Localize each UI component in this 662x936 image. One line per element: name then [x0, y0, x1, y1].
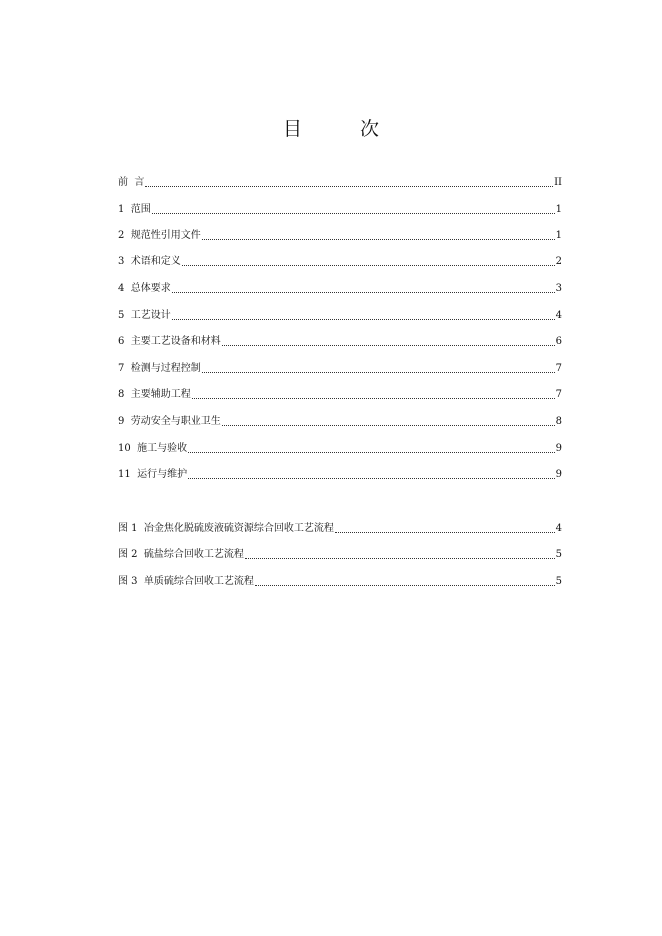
toc-entry-page: 9	[555, 469, 562, 480]
toc-leader	[255, 585, 555, 586]
toc-entry-number: 10	[118, 443, 131, 454]
toc-entry-number: 6	[118, 336, 125, 347]
toc-leader	[172, 292, 555, 293]
figure-entry-page: 5	[555, 549, 562, 560]
figure-entry-page: 4	[555, 523, 562, 534]
toc-entry[interactable]	[118, 465, 562, 481]
toc-entry-title: 运行与维护	[137, 469, 188, 480]
toc-entry-page: 3	[555, 283, 562, 294]
toc-entry[interactable]	[118, 252, 562, 268]
toc-entry-number: 8	[118, 389, 125, 400]
toc-entry-page: II	[554, 177, 562, 188]
toc-entry-title: 主要辅助工程	[130, 389, 191, 400]
toc-entry[interactable]	[118, 359, 562, 375]
figure-entry-title: 冶金焦化脱硫废液硫资源综合回收工艺流程	[143, 523, 334, 534]
toc-entry-page: 7	[555, 389, 562, 400]
figure-entry-number: 图 1	[118, 523, 138, 534]
toc-entry[interactable]	[118, 385, 562, 401]
page-title: 目 次	[282, 118, 406, 140]
toc-entry[interactable]	[118, 173, 562, 189]
toc-entry-title: 总体要求	[130, 283, 171, 294]
toc-entry-page: 1	[555, 230, 562, 241]
toc-entry[interactable]	[118, 439, 562, 455]
toc-entry-number: 2	[118, 230, 125, 241]
toc-entry[interactable]	[118, 200, 562, 216]
toc-leader	[202, 239, 555, 240]
toc-entry-number: 5	[118, 310, 125, 321]
toc-entry[interactable]	[118, 306, 562, 322]
toc-entry[interactable]	[118, 412, 562, 428]
toc-entry-title: 施工与验收	[137, 443, 188, 454]
figure-entry-title: 硫盐综合回收工艺流程	[143, 549, 244, 560]
toc-entry-page: 8	[555, 416, 562, 427]
toc-leader	[222, 345, 555, 346]
figure-entry-number: 图 2	[118, 549, 138, 560]
toc-entry-title: 主要工艺设备和材料	[130, 336, 221, 347]
figure-entry-title: 单质硫综合回收工艺流程	[143, 576, 254, 587]
toc-entry-title: 规范性引用文件	[130, 230, 201, 241]
toc-leader	[202, 372, 555, 373]
toc-entry[interactable]	[118, 332, 562, 348]
toc-leader	[172, 319, 555, 320]
toc-leader	[245, 558, 555, 559]
toc-leader	[145, 186, 553, 187]
toc-leader	[152, 213, 555, 214]
toc-leader	[222, 425, 555, 426]
toc-entry-number: 1	[118, 204, 125, 215]
toc-leader	[188, 478, 555, 479]
toc-entry-title: 术语和定义	[130, 256, 181, 267]
figure-entry-number: 图 3	[118, 576, 138, 587]
toc-entry[interactable]	[118, 226, 562, 242]
toc-leader	[182, 265, 555, 266]
toc-entry-title: 工艺设计	[130, 310, 171, 321]
toc-entry-number: 11	[118, 469, 131, 480]
toc-entry-number: 4	[118, 283, 125, 294]
toc-entry-page: 1	[555, 204, 562, 215]
toc-leader	[335, 532, 555, 533]
toc-entry-number: 9	[118, 416, 125, 427]
toc-entry-page: 9	[555, 443, 562, 454]
toc-entry-page: 7	[555, 363, 562, 374]
toc-leader	[188, 452, 555, 453]
toc-entry-number: 3	[118, 256, 125, 267]
figure-entry[interactable]	[118, 545, 562, 561]
toc-entry-page: 4	[555, 310, 562, 321]
figure-entry-page: 5	[555, 576, 562, 587]
toc-leader	[192, 398, 555, 399]
toc-entry-number: 前 言	[118, 177, 145, 188]
toc-entry-page: 2	[555, 256, 562, 267]
toc-entry-page: 6	[555, 336, 562, 347]
toc-entry[interactable]	[118, 279, 562, 295]
figure-entry[interactable]	[118, 519, 562, 535]
toc-entry-number: 7	[118, 363, 125, 374]
toc-entry-title: 范围	[130, 204, 151, 215]
toc-entry-title: 检测与过程控制	[130, 363, 201, 374]
figure-entry[interactable]	[118, 572, 562, 588]
toc-entry-title: 劳动安全与职业卫生	[130, 416, 221, 427]
